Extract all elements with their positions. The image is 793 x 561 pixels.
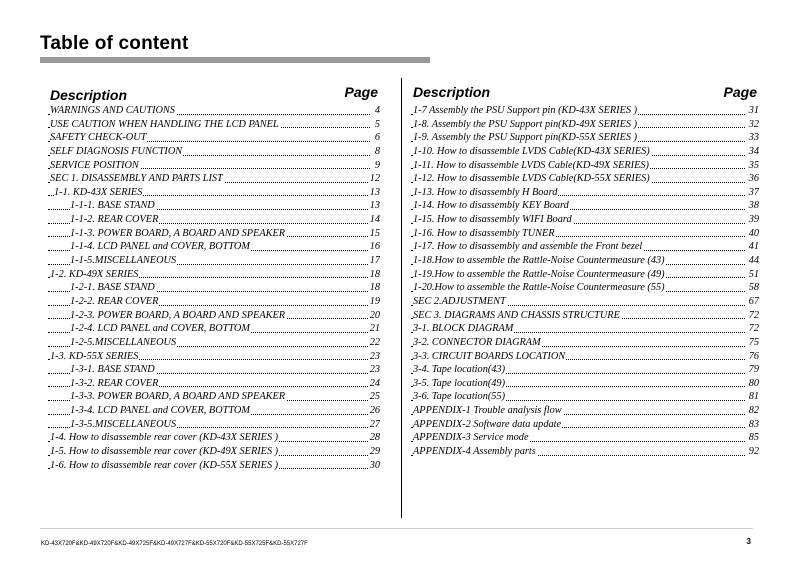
toc-entry[interactable] [48, 227, 380, 241]
toc-entry-title: 1-20.How to assemble the Rattle-Noise Countermeasure (55) [413, 282, 665, 294]
toc-entry[interactable] [48, 240, 380, 254]
toc-entry-page: 24 [369, 377, 380, 389]
toc-entry-page: 16 [369, 241, 380, 253]
toc-entry-title: 1-3-2. REAR COVER [70, 377, 159, 389]
toc-entry-page: 34 [748, 145, 759, 157]
toc-entry[interactable] [48, 199, 380, 213]
toc-entry-title: 1-9. Assembly the PSU Support pin(KD-55X SERIES ) [413, 132, 638, 144]
toc-entry[interactable] [48, 418, 380, 432]
toc-entry-page: 33 [748, 132, 759, 144]
toc-entry-page: 21 [369, 323, 380, 335]
toc-entry[interactable] [411, 281, 759, 295]
toc-entry-page: 44 [748, 255, 759, 267]
toc-entry[interactable] [48, 459, 380, 473]
toc-entry-title: 1-17. How to disassembly and assemble the Front bezel [413, 241, 643, 253]
toc-entry-page: 6 [374, 132, 380, 144]
toc-entry-page: 18 [369, 282, 380, 294]
toc-entry-title: 1-3-5.MISCELLANEOUS [70, 418, 177, 430]
toc-entry[interactable] [48, 131, 380, 145]
toc-entry-page: 20 [369, 309, 380, 321]
page-number: 3 [746, 537, 751, 546]
toc-entry-page: 36 [748, 173, 759, 185]
toc-entry[interactable] [411, 336, 759, 350]
toc-entry-page: 28 [369, 432, 380, 444]
toc-entry[interactable] [411, 404, 759, 418]
toc-entry-page: 14 [369, 214, 380, 226]
toc-entry-title: SEC 3. DIAGRAMS AND CHASSIS STRUCTURE [413, 309, 620, 321]
description-header: Description [413, 84, 491, 100]
toc-entry-page: 25 [369, 391, 380, 403]
toc-entry-page: 23 [369, 350, 380, 362]
toc-entry-title: 1-6. How to disassemble rear cover (KD-55X SERIES ) [50, 459, 279, 471]
toc-entry-page: 80 [748, 377, 759, 389]
toc-entry[interactable] [411, 240, 759, 254]
toc-entry-page: 58 [748, 282, 759, 294]
toc-entry[interactable] [48, 363, 380, 377]
toc-entry-page: 19 [369, 295, 380, 307]
toc-entry-title: 1-13. How to disassembly H Board [413, 186, 558, 198]
toc-entry-title: 3-6. Tape location(55) [413, 391, 505, 403]
toc-entry[interactable] [411, 254, 759, 268]
toc-entry[interactable] [48, 350, 380, 364]
toc-entry-title: 1-1-1. BASE STAND [70, 200, 155, 212]
toc-entry-title: SAFETY CHECK-OUT [50, 132, 147, 144]
toc-entry-page: 72 [748, 323, 759, 335]
toc-entry[interactable] [411, 131, 759, 145]
toc-entry[interactable] [411, 322, 759, 336]
toc-entry[interactable] [48, 145, 380, 159]
toc-entry-title: SERVICE POSITION [50, 159, 139, 171]
toc-entry-title: APPENDIX-3 Service mode [413, 432, 529, 444]
toc-entry-page: 51 [748, 268, 759, 280]
toc-entry-title: 1-19.How to assemble the Rattle-Noise Countermeasure (49) [413, 268, 665, 280]
toc-entry[interactable] [48, 309, 380, 323]
column-divider [401, 78, 402, 518]
toc-entry-title: 1-14. How to disassembly KEY Board [413, 200, 569, 212]
toc-entry[interactable] [48, 390, 380, 404]
toc-entry-page: 72 [748, 309, 759, 321]
toc-entry[interactable] [48, 172, 380, 186]
toc-entry-title: 1-3-4. LCD PANEL and COVER, BOTTOM [70, 405, 250, 417]
toc-entry-title: 1-15. How to disassembly WIFI Board [413, 214, 572, 226]
toc-entry[interactable] [411, 431, 759, 445]
toc-entry[interactable] [411, 199, 759, 213]
footer-model-list: KD-43X720F&KD-49X720F&KD-49X725F&KD-49X727F&KD-55X720F&KD-55X725F&KD-55X727F [41, 541, 308, 547]
toc-entry-page: 13 [369, 200, 380, 212]
toc-entry-title: 1-7 Assembly the PSU Support pin (KD-43X SERIES ) [413, 105, 638, 116]
toc-entry-page: 67 [748, 295, 759, 307]
toc-entry-title: 1-2-3. POWER BOARD, A BOARD AND SPEAKER [70, 309, 286, 321]
toc-entry-title: 3-4. Tape location(43) [413, 364, 505, 376]
toc-entry-title: 1-11. How to disassemble LVDS Cable(KD-49X SERIES) [413, 159, 649, 171]
toc-entry[interactable] [48, 445, 380, 459]
page-header: Page [723, 84, 757, 100]
toc-entry[interactable] [411, 118, 759, 132]
toc-entry-title: 1-8. Assembly the PSU Support pin(KD-49X SERIES ) [413, 118, 638, 130]
toc-entry[interactable] [48, 431, 380, 445]
toc-entry[interactable] [411, 309, 759, 323]
toc-entry-page: 85 [748, 432, 759, 444]
toc-entry-page: 27 [369, 418, 380, 430]
toc-entry-page: 30 [369, 459, 380, 471]
toc-entry[interactable] [48, 186, 380, 200]
toc-entry[interactable] [48, 118, 380, 132]
toc-entry-title: 1-2-5.MISCELLANEOUS [70, 336, 177, 348]
toc-entry[interactable] [48, 159, 380, 173]
right-column-header [411, 84, 759, 104]
toc-entry-page: 13 [369, 186, 380, 198]
toc-entry-page: 75 [748, 336, 759, 348]
toc-entry-page: 12 [369, 173, 380, 185]
toc-entry[interactable] [48, 213, 380, 227]
toc-entry-page: 5 [374, 118, 380, 130]
toc-entry-title: 1-2-2. REAR COVER [70, 295, 159, 307]
toc-entry-title: 1-12. How to disassemble LVDS Cable(KD-55X SERIES) [413, 173, 650, 185]
toc-entry-page: 41 [748, 241, 759, 253]
toc-entry-page: 40 [748, 227, 759, 239]
toc-entry-page: 39 [748, 214, 759, 226]
toc-entry[interactable] [48, 254, 380, 268]
toc-entry[interactable] [48, 404, 380, 418]
toc-entry-page: 15 [369, 227, 380, 239]
toc-entry-title: 1-1-2. REAR COVER [70, 214, 159, 226]
toc-entry[interactable] [411, 227, 759, 241]
toc-entry[interactable] [411, 186, 759, 200]
toc-entry-page: 22 [369, 336, 380, 348]
toc-entry-title: 1-3. KD-55X SERIES [50, 350, 139, 362]
toc-entry-title: APPENDIX-2 Software data update [413, 418, 562, 430]
toc-entry-title: APPENDIX-4 Assembly parts [413, 446, 536, 458]
toc-entry-title: 1-2. KD-49X SERIES [50, 268, 139, 280]
toc-entry-title: USE CAUTION WHEN HANDLING THE LCD PANEL [50, 118, 279, 130]
toc-entry-title: 1-1-4. LCD PANEL and COVER, BOTTOM [70, 241, 250, 253]
toc-entry[interactable] [48, 104, 380, 118]
toc-entry-page: 38 [748, 200, 759, 212]
description-header: Description [50, 87, 128, 103]
toc-entry-title: 1-10. How to disassemble LVDS Cable(KD-43X SERIES) [413, 145, 650, 157]
toc-entry-page: 92 [748, 446, 759, 458]
toc-entry[interactable] [411, 390, 759, 404]
toc-entry[interactable] [411, 268, 759, 282]
toc-entry[interactable] [411, 445, 759, 459]
title-underline-bar [40, 57, 430, 63]
toc-entry-title: SEC 1. DISASSEMBLY AND PARTS LIST [50, 173, 223, 185]
toc-entry-page: 29 [369, 446, 380, 458]
toc-entry[interactable] [48, 322, 380, 336]
toc-entry[interactable] [411, 213, 759, 227]
toc-entry-page: 82 [748, 405, 759, 417]
toc-entry[interactable] [48, 377, 380, 391]
toc-entry-title: 1-5. How to disassemble rear cover (KD-49X SERIES ) [50, 446, 279, 458]
toc-entry[interactable] [411, 295, 759, 309]
toc-left-list [48, 104, 380, 472]
toc-entry-page: 23 [369, 364, 380, 376]
toc-entry[interactable] [411, 145, 759, 159]
toc-entry[interactable] [48, 268, 380, 282]
toc-entry-page: 4 [374, 105, 380, 116]
toc-entry-title: 1-18.How to assemble the Rattle-Noise Countermeasure (43) [413, 255, 665, 267]
toc-entry-page: 26 [369, 405, 380, 417]
toc-entry[interactable] [411, 159, 759, 173]
toc-entry-page: 31 [748, 105, 759, 116]
footer-divider [40, 528, 753, 529]
left-column-header [48, 84, 380, 104]
toc-entry-page: 83 [748, 418, 759, 430]
toc-entry-title: APPENDIX-1 Trouble analysis flow [413, 405, 562, 417]
toc-entry-title: SELF DIAGNOSIS FUNCTION [50, 145, 183, 157]
toc-entry-page: 37 [748, 186, 759, 198]
toc-right-column [411, 84, 759, 459]
toc-left-column [48, 84, 380, 472]
toc-entry-title: 1-1-3. POWER BOARD, A BOARD AND SPEAKER [70, 227, 286, 239]
toc-entry[interactable] [411, 350, 759, 364]
toc-entry-title: SEC 2.ADJUSTMENT [413, 295, 506, 307]
toc-entry[interactable] [48, 295, 380, 309]
toc-entry[interactable] [411, 104, 759, 118]
toc-entry-title: 1-1. KD-43X SERIES [54, 186, 143, 198]
toc-entry[interactable] [48, 336, 380, 350]
toc-entry-page: 79 [748, 364, 759, 376]
toc-entry-title: 3-1. BLOCK DIAGRAM [413, 323, 514, 335]
toc-entry-page: 9 [374, 159, 380, 171]
toc-entry-title: 1-1-5.MISCELLANEOUS [70, 255, 177, 267]
toc-entry-title: 1-3-3. POWER BOARD, A BOARD AND SPEAKER [70, 391, 286, 403]
toc-entry-title: 1-4. How to disassemble rear cover (KD-43X SERIES ) [50, 432, 279, 444]
page-title: Table of content [40, 33, 189, 54]
toc-entry-title: 1-3-1. BASE STAND [70, 364, 155, 376]
toc-entry-title: 3-3. CIRCUIT BOARDS LOCATION [413, 350, 566, 362]
toc-entry-title: 3-5. Tape location(49) [413, 377, 505, 389]
toc-entry[interactable] [411, 418, 759, 432]
toc-entry[interactable] [411, 363, 759, 377]
toc-entry-page: 76 [748, 350, 759, 362]
toc-entry-title: 1-16. How to disassembly TUNER [413, 227, 555, 239]
toc-entry-title: 3-2. CONNECTOR DIAGRAM [413, 336, 541, 348]
toc-entry-title: WARNINGS AND CAUTIONS [50, 105, 175, 116]
toc-entry-title: 1-2-4. LCD PANEL and COVER, BOTTOM [70, 323, 250, 335]
page-header: Page [344, 84, 378, 100]
toc-right-list [411, 104, 759, 459]
toc-entry-page: 8 [374, 145, 380, 157]
toc-entry[interactable] [411, 172, 759, 186]
toc-entry-page: 17 [369, 255, 380, 267]
toc-entry[interactable] [48, 281, 380, 295]
toc-entry-page: 35 [748, 159, 759, 171]
toc-entry-page: 18 [369, 268, 380, 280]
toc-entry-page: 81 [748, 391, 759, 403]
toc-entry-title: 1-2-1. BASE STAND [70, 282, 155, 294]
toc-entry[interactable] [411, 377, 759, 391]
toc-entry-page: 32 [748, 118, 759, 130]
